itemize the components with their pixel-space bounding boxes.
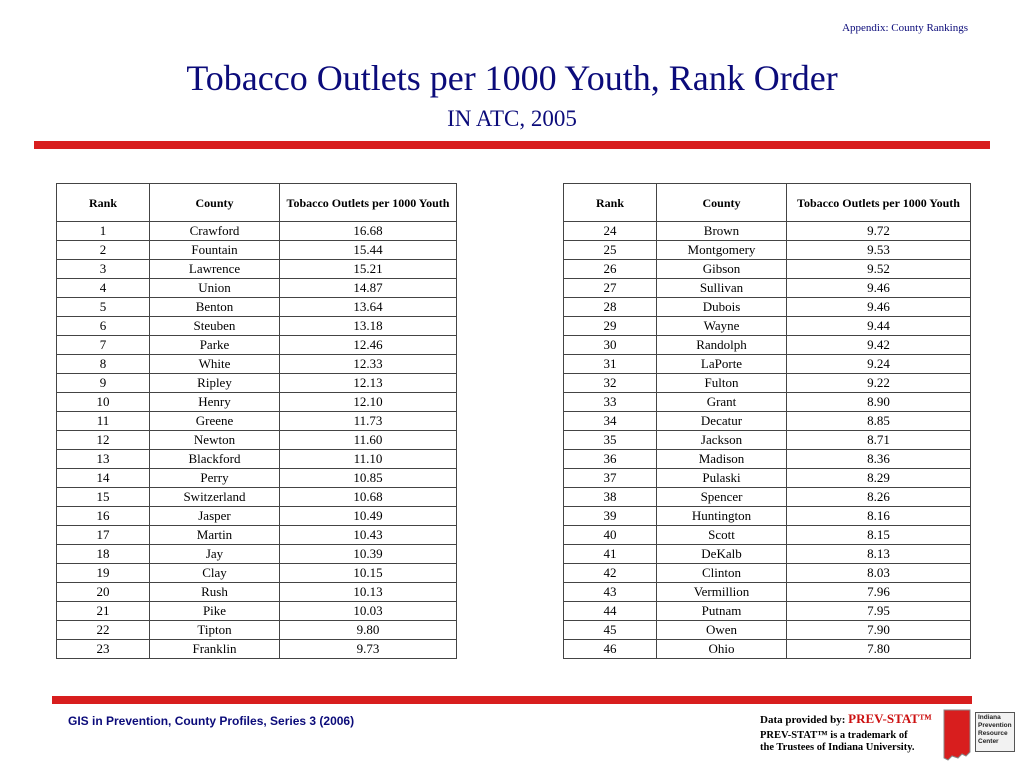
rank-cell: 15	[57, 488, 150, 507]
outlets-cell: 9.53	[787, 241, 971, 260]
county-cell: Pulaski	[657, 469, 787, 488]
outlets-cell: 9.24	[787, 355, 971, 374]
rank-cell: 32	[564, 374, 657, 393]
table-row	[57, 336, 457, 355]
table-row	[564, 393, 971, 412]
county-cell: DeKalb	[657, 545, 787, 564]
table-header-row	[57, 184, 457, 222]
rank-cell: 30	[564, 336, 657, 355]
outlets-cell: 9.46	[787, 298, 971, 317]
outlets-cell: 7.95	[787, 602, 971, 621]
table-row	[57, 298, 457, 317]
rank-cell: 27	[564, 279, 657, 298]
table-row	[57, 241, 457, 260]
county-cell: Clinton	[657, 564, 787, 583]
outlets-cell: 9.72	[787, 222, 971, 241]
county-cell: Switzerland	[150, 488, 280, 507]
outlets-cell: 8.29	[787, 469, 971, 488]
county-cell: Crawford	[150, 222, 280, 241]
county-cell: Franklin	[150, 640, 280, 659]
outlets-cell: 7.80	[787, 640, 971, 659]
county-cell: Perry	[150, 469, 280, 488]
rank-cell: 19	[57, 564, 150, 583]
county-cell: Rush	[150, 583, 280, 602]
table-row	[564, 298, 971, 317]
table-row	[564, 469, 971, 488]
county-cell: Owen	[657, 621, 787, 640]
outlets-cell: 16.68	[280, 222, 457, 241]
data-provider	[760, 711, 932, 727]
table-row	[57, 621, 457, 640]
county-cell: Dubois	[657, 298, 787, 317]
county-cell: Benton	[150, 298, 280, 317]
outlets-cell: 9.52	[787, 260, 971, 279]
table-row	[57, 393, 457, 412]
table-row	[564, 431, 971, 450]
county-cell: Randolph	[657, 336, 787, 355]
outlets-cell: 10.85	[280, 469, 457, 488]
rank-cell: 38	[564, 488, 657, 507]
outlets-cell: 8.71	[787, 431, 971, 450]
county-cell: Huntington	[657, 507, 787, 526]
rank-table-left	[56, 183, 457, 659]
county-cell: Tipton	[150, 621, 280, 640]
county-cell: Grant	[657, 393, 787, 412]
trademark-line-1: PREV-STAT™ is a trademark of	[760, 730, 908, 741]
outlets-cell: 9.46	[787, 279, 971, 298]
trademark-line-2: the Trustees of Indiana University.	[760, 742, 915, 753]
table-row	[564, 602, 971, 621]
outlets-cell: 14.87	[280, 279, 457, 298]
outlets-cell: 9.73	[280, 640, 457, 659]
table-row	[57, 279, 457, 298]
outlets-cell: 13.64	[280, 298, 457, 317]
outlets-cell: 8.85	[787, 412, 971, 431]
outlets-cell: 13.18	[280, 317, 457, 336]
table-row	[564, 564, 971, 583]
outlets-cell: 10.49	[280, 507, 457, 526]
rank-cell: 40	[564, 526, 657, 545]
outlets-cell: 8.15	[787, 526, 971, 545]
outlets-cell: 12.10	[280, 393, 457, 412]
provider-label: Data provided by:	[760, 714, 849, 726]
outlets-cell: 9.22	[787, 374, 971, 393]
county-cell: Ripley	[150, 374, 280, 393]
series-footer: GIS in Prevention, County Profiles, Series 3 (2006)	[68, 714, 355, 728]
table-row	[57, 488, 457, 507]
table-row	[57, 412, 457, 431]
bottom-divider	[52, 696, 972, 704]
county-cell: Spencer	[657, 488, 787, 507]
table-row	[57, 469, 457, 488]
table-row	[57, 450, 457, 469]
logo-line: Indiana	[978, 714, 1001, 721]
rank-cell: 34	[564, 412, 657, 431]
table-row	[57, 431, 457, 450]
column-header-rank: Rank	[564, 184, 657, 222]
outlets-cell: 8.90	[787, 393, 971, 412]
table-row	[564, 317, 971, 336]
table-row	[564, 621, 971, 640]
outlets-cell: 10.39	[280, 545, 457, 564]
outlets-cell: 8.03	[787, 564, 971, 583]
county-cell: Jasper	[150, 507, 280, 526]
county-cell: Madison	[657, 450, 787, 469]
rank-cell: 21	[57, 602, 150, 621]
rank-cell: 14	[57, 469, 150, 488]
table-header-row	[564, 184, 971, 222]
table-row	[57, 374, 457, 393]
top-divider	[34, 141, 990, 149]
county-cell: LaPorte	[657, 355, 787, 374]
outlets-cell: 15.21	[280, 260, 457, 279]
outlets-cell: 15.44	[280, 241, 457, 260]
rank-cell: 39	[564, 507, 657, 526]
table-row	[564, 545, 971, 564]
logo-line: Prevention	[978, 722, 1012, 729]
rank-cell: 7	[57, 336, 150, 355]
outlets-cell: 7.90	[787, 621, 971, 640]
rank-cell: 23	[57, 640, 150, 659]
rank-table-right	[563, 183, 971, 659]
table-row	[564, 640, 971, 659]
table-row	[57, 583, 457, 602]
rank-cell: 46	[564, 640, 657, 659]
provider-brand: PREV-STAT™	[848, 711, 932, 726]
county-cell: Fulton	[657, 374, 787, 393]
table-row	[57, 222, 457, 241]
table-row	[564, 241, 971, 260]
rank-cell: 5	[57, 298, 150, 317]
outlets-cell: 11.10	[280, 450, 457, 469]
county-cell: Fountain	[150, 241, 280, 260]
county-cell: Scott	[657, 526, 787, 545]
rank-cell: 12	[57, 431, 150, 450]
logo-line: Center	[978, 738, 999, 745]
county-cell: Brown	[657, 222, 787, 241]
rank-cell: 18	[57, 545, 150, 564]
column-header-county: County	[150, 184, 280, 222]
outlets-cell: 8.16	[787, 507, 971, 526]
county-cell: Gibson	[657, 260, 787, 279]
rank-cell: 42	[564, 564, 657, 583]
outlets-cell: 11.60	[280, 431, 457, 450]
county-cell: Clay	[150, 564, 280, 583]
outlets-cell: 10.13	[280, 583, 457, 602]
outlets-cell: 9.44	[787, 317, 971, 336]
county-cell: Vermillion	[657, 583, 787, 602]
rank-cell: 25	[564, 241, 657, 260]
county-cell: Lawrence	[150, 260, 280, 279]
county-cell: Jackson	[657, 431, 787, 450]
rank-cell: 35	[564, 431, 657, 450]
rank-cell: 31	[564, 355, 657, 374]
county-cell: Pike	[150, 602, 280, 621]
rank-cell: 45	[564, 621, 657, 640]
county-cell: Henry	[150, 393, 280, 412]
table-row	[564, 507, 971, 526]
outlets-cell: 12.46	[280, 336, 457, 355]
outlets-cell: 7.96	[787, 583, 971, 602]
outlets-cell: 12.13	[280, 374, 457, 393]
rank-cell: 13	[57, 450, 150, 469]
county-cell: Montgomery	[657, 241, 787, 260]
table-body-left	[57, 222, 457, 659]
rank-cell: 33	[564, 393, 657, 412]
rank-cell: 11	[57, 412, 150, 431]
rank-cell: 6	[57, 317, 150, 336]
rank-cell: 28	[564, 298, 657, 317]
outlets-cell: 8.36	[787, 450, 971, 469]
column-header-outlets: Tobacco Outlets per 1000 Youth	[280, 184, 457, 222]
column-header-county: County	[657, 184, 787, 222]
county-cell: Ohio	[657, 640, 787, 659]
outlets-cell: 10.03	[280, 602, 457, 621]
rank-cell: 22	[57, 621, 150, 640]
rank-cell: 36	[564, 450, 657, 469]
table-row	[57, 545, 457, 564]
table-row	[564, 526, 971, 545]
table-row	[564, 450, 971, 469]
table-row	[564, 355, 971, 374]
county-cell: Putnam	[657, 602, 787, 621]
rank-cell: 8	[57, 355, 150, 374]
rank-cell: 37	[564, 469, 657, 488]
outlets-cell: 10.68	[280, 488, 457, 507]
table-row	[564, 336, 971, 355]
table-row	[564, 488, 971, 507]
column-header-rank: Rank	[57, 184, 150, 222]
outlets-cell: 10.15	[280, 564, 457, 583]
county-cell: White	[150, 355, 280, 374]
iprc-logo	[975, 712, 1015, 752]
table-row	[57, 640, 457, 659]
table-row	[57, 602, 457, 621]
outlets-cell: 10.43	[280, 526, 457, 545]
table-row	[564, 412, 971, 431]
rank-cell: 26	[564, 260, 657, 279]
rank-cell: 17	[57, 526, 150, 545]
rank-cell: 20	[57, 583, 150, 602]
table-row	[57, 526, 457, 545]
rank-cell: 9	[57, 374, 150, 393]
county-cell: Blackford	[150, 450, 280, 469]
table-row	[57, 564, 457, 583]
table-row	[57, 507, 457, 526]
outlets-cell: 9.42	[787, 336, 971, 355]
rank-cell: 41	[564, 545, 657, 564]
column-header-outlets: Tobacco Outlets per 1000 Youth	[787, 184, 971, 222]
table-row	[564, 222, 971, 241]
county-cell: Decatur	[657, 412, 787, 431]
rank-cell: 10	[57, 393, 150, 412]
table-row	[564, 583, 971, 602]
county-cell: Newton	[150, 431, 280, 450]
appendix-label: Appendix: County Rankings	[842, 22, 968, 34]
table-row	[57, 317, 457, 336]
outlets-cell: 11.73	[280, 412, 457, 431]
outlets-cell: 8.26	[787, 488, 971, 507]
table-row	[564, 279, 971, 298]
rank-cell: 43	[564, 583, 657, 602]
county-cell: Parke	[150, 336, 280, 355]
rank-cell: 24	[564, 222, 657, 241]
county-cell: Steuben	[150, 317, 280, 336]
county-cell: Greene	[150, 412, 280, 431]
table-body-right	[564, 222, 971, 659]
county-cell: Jay	[150, 545, 280, 564]
county-cell: Union	[150, 279, 280, 298]
outlets-cell: 9.80	[280, 621, 457, 640]
rank-cell: 44	[564, 602, 657, 621]
page-subtitle: IN ATC, 2005	[447, 106, 577, 131]
rank-cell: 3	[57, 260, 150, 279]
county-cell: Martin	[150, 526, 280, 545]
rank-cell: 16	[57, 507, 150, 526]
county-cell: Sullivan	[657, 279, 787, 298]
table-row	[564, 260, 971, 279]
indiana-state-icon	[940, 708, 974, 762]
table-row	[57, 355, 457, 374]
table-row	[57, 260, 457, 279]
rank-cell: 4	[57, 279, 150, 298]
rank-cell: 29	[564, 317, 657, 336]
outlets-cell: 8.13	[787, 545, 971, 564]
rank-cell: 1	[57, 222, 150, 241]
rank-cell: 2	[57, 241, 150, 260]
table-row	[564, 374, 971, 393]
outlets-cell: 12.33	[280, 355, 457, 374]
trademark-note	[760, 730, 915, 754]
logo-line: Resource	[978, 730, 1008, 737]
page-title: Tobacco Outlets per 1000 Youth, Rank Order	[186, 58, 838, 98]
county-cell: Wayne	[657, 317, 787, 336]
